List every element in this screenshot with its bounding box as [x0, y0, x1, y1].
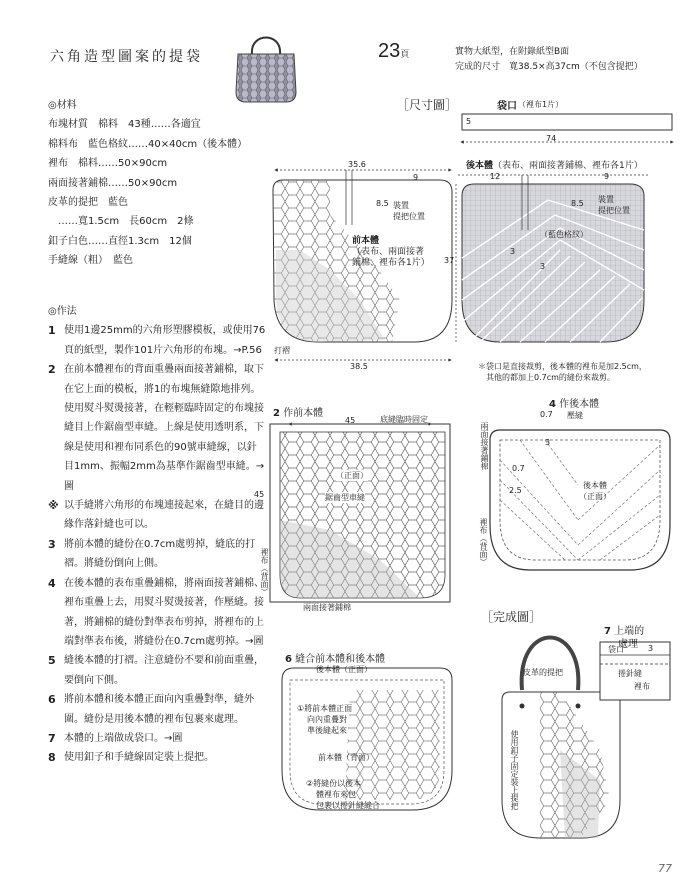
- quilt-fabric-label: （藍色格紋）: [540, 230, 588, 239]
- fig2-batting: 兩面接著鋪棉: [303, 603, 351, 612]
- fig4-quilt: 壓縫: [567, 411, 583, 420]
- fig6-step2: ②將縫份以後本 體裡布來包 包裹以捲針縫縫合: [306, 779, 380, 810]
- step-1: 1 使用1邊25mm的六角形塑膠模板，或使用76頁的紙型，製作101片六角形的布塊。→P.56: [48, 324, 266, 356]
- finished-size: 完成的尺寸 寬38.5×高37cm（不包含提把）: [455, 62, 643, 72]
- fig4-heading: 4 作後本體: [549, 399, 600, 410]
- fig2-dim-45: 45: [345, 416, 356, 425]
- fig6-front-body: 前本體（背面）: [318, 753, 374, 762]
- size-note: ＊袋口是直接裁剪，後本體的裡布是加2.5cm， 其他的都加上0.7cm的縫份來裁剪。: [478, 362, 647, 382]
- bag-opening-note: （裡布1片）: [518, 100, 564, 109]
- button-note: 使用釦子固定裝上提把: [510, 730, 519, 810]
- material-line: 布塊材質 棉料 43種……各適宜: [48, 119, 201, 131]
- fig7-heading: 7 上端的 處理: [604, 626, 645, 650]
- fig4-dim-07: 0.7: [540, 410, 553, 419]
- step-6: 6 將前本體和後本體正面向內重疊對準，縫外圍。縫份是用後本體的裡布包裹來處理。: [48, 693, 254, 725]
- fig7-blind-stitch: 捲針縫: [618, 669, 642, 678]
- zigzag-label: 鋸齒型車縫: [325, 493, 365, 502]
- back-body-label: 後本體（表布、兩面接著鋪棉、裡布各1片）: [466, 161, 643, 171]
- fig2-right-side: （正面）: [336, 471, 368, 480]
- step-3: 3 將前本體的縫份在0.7cm處剪掉，縫底的打褶。將縫份倒向上側。: [48, 537, 256, 570]
- material-line: 皮革的提把 藍色: [48, 197, 128, 209]
- dim-12: 12: [490, 172, 501, 181]
- step-note: ※ 以手縫將六角形的布塊連接起來，在縫目的邊緣作落針縫也可以。: [48, 499, 264, 531]
- dim-8-5: 8.5: [376, 199, 389, 208]
- fig2-front-body: [270, 424, 450, 602]
- step-7: 7 本體的上端做成袋口。→圖: [48, 731, 183, 745]
- materials-heading: ◎材料: [48, 100, 77, 111]
- footer-page-number: 77: [658, 862, 672, 875]
- handle-position-back: 裝置 提把位置: [598, 195, 630, 215]
- dim-3-b: 3: [540, 262, 546, 271]
- dim-5: 5: [466, 117, 472, 126]
- material-line: ……寬1.5cm 長60cm 2條: [48, 216, 194, 228]
- dim-9: 9: [413, 173, 419, 182]
- fig4-dim-3: 3: [545, 438, 551, 447]
- fig7-lining: 裡布: [634, 682, 650, 691]
- fig4-dim-07-b: 0.7: [512, 464, 525, 473]
- temp-fix-label: 底縫臨時固定: [380, 415, 428, 424]
- bag-opening-strip: [462, 114, 672, 130]
- fig7-dim-3: 3: [648, 644, 654, 653]
- dim-74: 74: [546, 134, 557, 143]
- step-2: 2 在前本體裡布的背面重疊兩面接著鋪棉，取下在它上面的模板，將1的布塊無縫隙地排列。使用熨斗熨燙接著，在輕輕臨時固定的布塊接縫目上作鋸齒型車縫。上線是使用透明系，下線是使用和裡布同系色的90號車縫線，以針目1mm、振幅2mm為基準作鋸齒型車縫。→圖: [48, 363, 265, 492]
- dim-9-back: 9: [604, 172, 610, 181]
- material-line: 棉料布 藍色格紋……40×40cm（後本體）: [48, 138, 248, 150]
- step-8: 8 使用釦子和手縫線固定裝上提把。: [48, 751, 214, 765]
- dim-37: 37: [444, 256, 455, 265]
- method-heading: ◎作法: [48, 306, 77, 317]
- finished-heading: ［完成圖］: [481, 610, 542, 624]
- material-line: 裡布 棉料……50×90cm: [48, 158, 168, 170]
- dart-label: 打褶: [274, 346, 290, 355]
- dim-3: 3: [510, 247, 516, 256]
- fig2-lining: 裡布（背面）: [260, 548, 269, 596]
- fig4-dim-25: 2.5: [509, 486, 522, 495]
- bag-opening-label: 袋口: [497, 101, 517, 112]
- fig6-step1: ①將前本體正面 向內重疊對 準後縫起來: [297, 704, 353, 735]
- fig2-heading: 2 作前本體: [273, 408, 324, 419]
- fig6-heading: 6 縫合前本體和後本體: [285, 654, 386, 665]
- material-line: 兩面接著鋪棉……50×90cm: [48, 177, 178, 189]
- page-title: 六角造型圖案的提袋: [50, 49, 203, 65]
- fig4-batting: 兩面接著鋪棉: [480, 422, 489, 470]
- page-number: 23頁: [378, 40, 410, 62]
- size-chart-heading: ［尺寸圖］: [397, 98, 458, 112]
- step-4: 4 在後本體的表布重疊鋪棉，將兩面接著鋪棉、裡布重疊上去，用熨斗熨燙接著，作壓縫。接著，將鋪棉的縫份對準表布剪掉，將裡布的上端對準表布後，將縫份在0.7cm處剪掉。→圖: [48, 576, 264, 647]
- fig4-back-body: 後本體 （正面）: [579, 481, 611, 501]
- fig4-lining: 裡布（背面）: [479, 518, 488, 566]
- fig7-opening: 袋口: [608, 645, 624, 654]
- step-5: 5 縫後本體的打褶。注意縫份不要和前面重疊，要倒向下側。: [48, 654, 264, 686]
- leather-handle-label: 皮革的提把: [523, 668, 563, 677]
- pattern-info: 實物大紙型，在附錄紙型B面: [455, 47, 570, 57]
- material-line: 釦子白色……直徑1.3cm 12個: [48, 235, 192, 247]
- dim-8-5-back: 8.5: [571, 199, 584, 208]
- handle-position: 裝置 提把位置: [393, 201, 425, 221]
- fig2-dim-45-side: 45: [254, 490, 265, 499]
- front-body-label: 前本體 （表布、兩面接著 鋪棉、裡布各1片）: [352, 236, 430, 268]
- material-line: 手縫線（粗） 藍色: [48, 255, 133, 267]
- fig6-back-body: 後本體（正面）: [316, 665, 372, 674]
- dim-38-5: 38.5: [350, 362, 368, 371]
- dim-35-6: 35.6: [348, 160, 366, 169]
